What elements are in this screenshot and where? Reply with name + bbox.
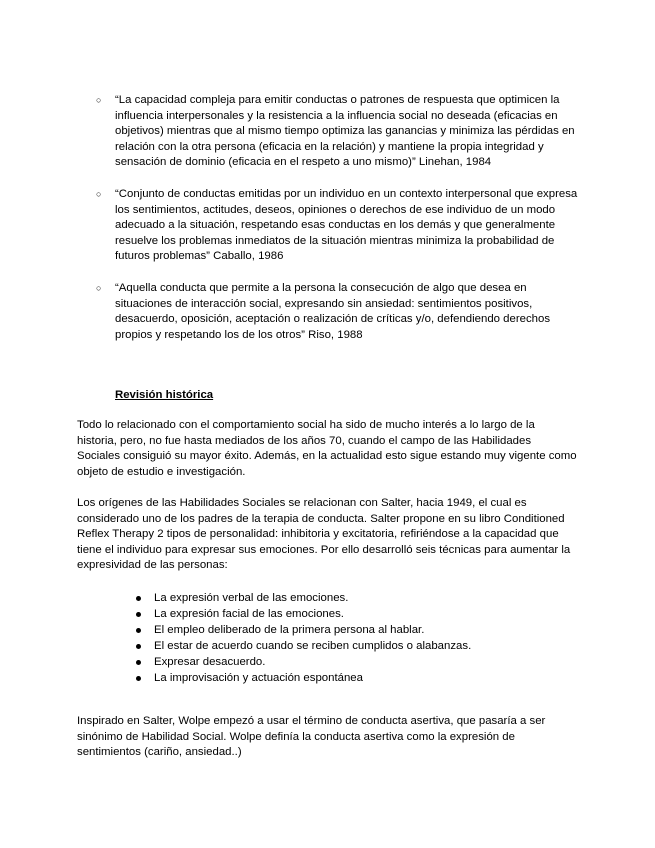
list-item [134, 670, 554, 686]
bullet-dot-icon [136, 676, 141, 681]
technique-text: La expresión verbal de las emociones. [154, 592, 349, 604]
bullet-dot-icon [136, 612, 141, 617]
definition-text: “La capacidad compleja para emitir conductas o patrones de respuesta que optimicen la influencia interpersonales y la resistencia a la influencia social no deseada (eficacias en objetivos) mientras que al mismo tiempo optimiza las ganancias y minimiza las pérdidas en relación con la otra persona (eficacia en la relación) y mantiene la propia integridad y sensación de dominio (eficacia en el respeto a uno mismo)” Linehan, 1984 [115, 94, 575, 169]
list-item [134, 638, 554, 654]
definition-text: “Conjunto de conductas emitidas por un individuo en un contexto interpersonal que expresa los sentimientos, actitudes, deseos, opiniones o derechos de ese individuo de un modo adecuado a la situación, respetando esas conductas en los demás y que generalmente resuelve los problemas inmediatos de la situación mientras minimiza la probabilidad de futuros problemas” Caballo, 1986 [115, 187, 578, 263]
hollow-bullet-icon: ○ [96, 188, 102, 199]
bullet-dot-icon [136, 596, 141, 601]
list-item [96, 187, 586, 265]
list-item [134, 606, 554, 622]
hollow-bullet-icon: ○ [96, 95, 102, 105]
techniques-list [134, 590, 554, 687]
technique-text: La expresión facial de las emociones. [154, 608, 344, 621]
definition-text: “Aquella conducta que permite a la persona la consecución de algo que desea en situaciones de interacción social, expresando sin ansiedad: sentimientos positivos, desacuerdo, oposición, aceptación o realización de críticas y/o, defendiendo derechos propios y respetando los de los otros” Riso, 1988 [115, 281, 551, 341]
intro-paragraph: Todo lo relacionado con el comportamiento social ha sido de mucho interés a lo largo de la historia, pero, no fue hasta mediados de los años 70, cuando el campo de las Habilidades Sociales consiguió su mayor éxito. Además, en la actualidad esto sigue estando muy vigente como objeto de estudio e investigación. [77, 419, 577, 478]
list-item [96, 93, 586, 171]
section-heading: Revisión histórica [115, 389, 214, 401]
wolpe-paragraph: Inspirado en Salter, Wolpe empezó a usar el término de conducta asertiva, que pasaría a ser sinónimo de Habilidad Social. Wolpe definía la conducta asertiva como la expresión de sentimientos (cariño, ansiedad..) [77, 715, 546, 759]
technique-text: El estar de acuerdo cuando se reciben cumplidos o alabanzas. [154, 640, 472, 653]
definitions-list [96, 93, 586, 359]
hollow-bullet-icon: ○ [96, 282, 102, 293]
list-item [134, 622, 554, 638]
technique-text: El empleo deliberado de la primera persona al hablar. [154, 624, 425, 637]
bullet-dot-icon [136, 628, 141, 633]
list-item [96, 281, 586, 343]
list-item [134, 654, 554, 670]
list-item [134, 590, 554, 606]
bullet-dot-icon [136, 660, 141, 665]
technique-text: La improvisación y actuación espontánea [154, 672, 363, 685]
technique-text: Expresar desacuerdo. [154, 656, 266, 669]
bullet-dot-icon [136, 644, 141, 649]
salter-paragraph: Los orígenes de las Habilidades Sociales se relacionan con Salter, hacia 1949, el cual es considerado uno de los padres de la terapia de conducta. Salter propone en su libro Conditioned Reflex Therapy 2 tipos de personalidad: inhibitoria y excitatoria, refiriéndose a la capacidad que tiene el individuo para expresar sus emociones. Por ello desarrolló seis técnicas para aumentar la expresividad de las personas: [77, 497, 571, 572]
